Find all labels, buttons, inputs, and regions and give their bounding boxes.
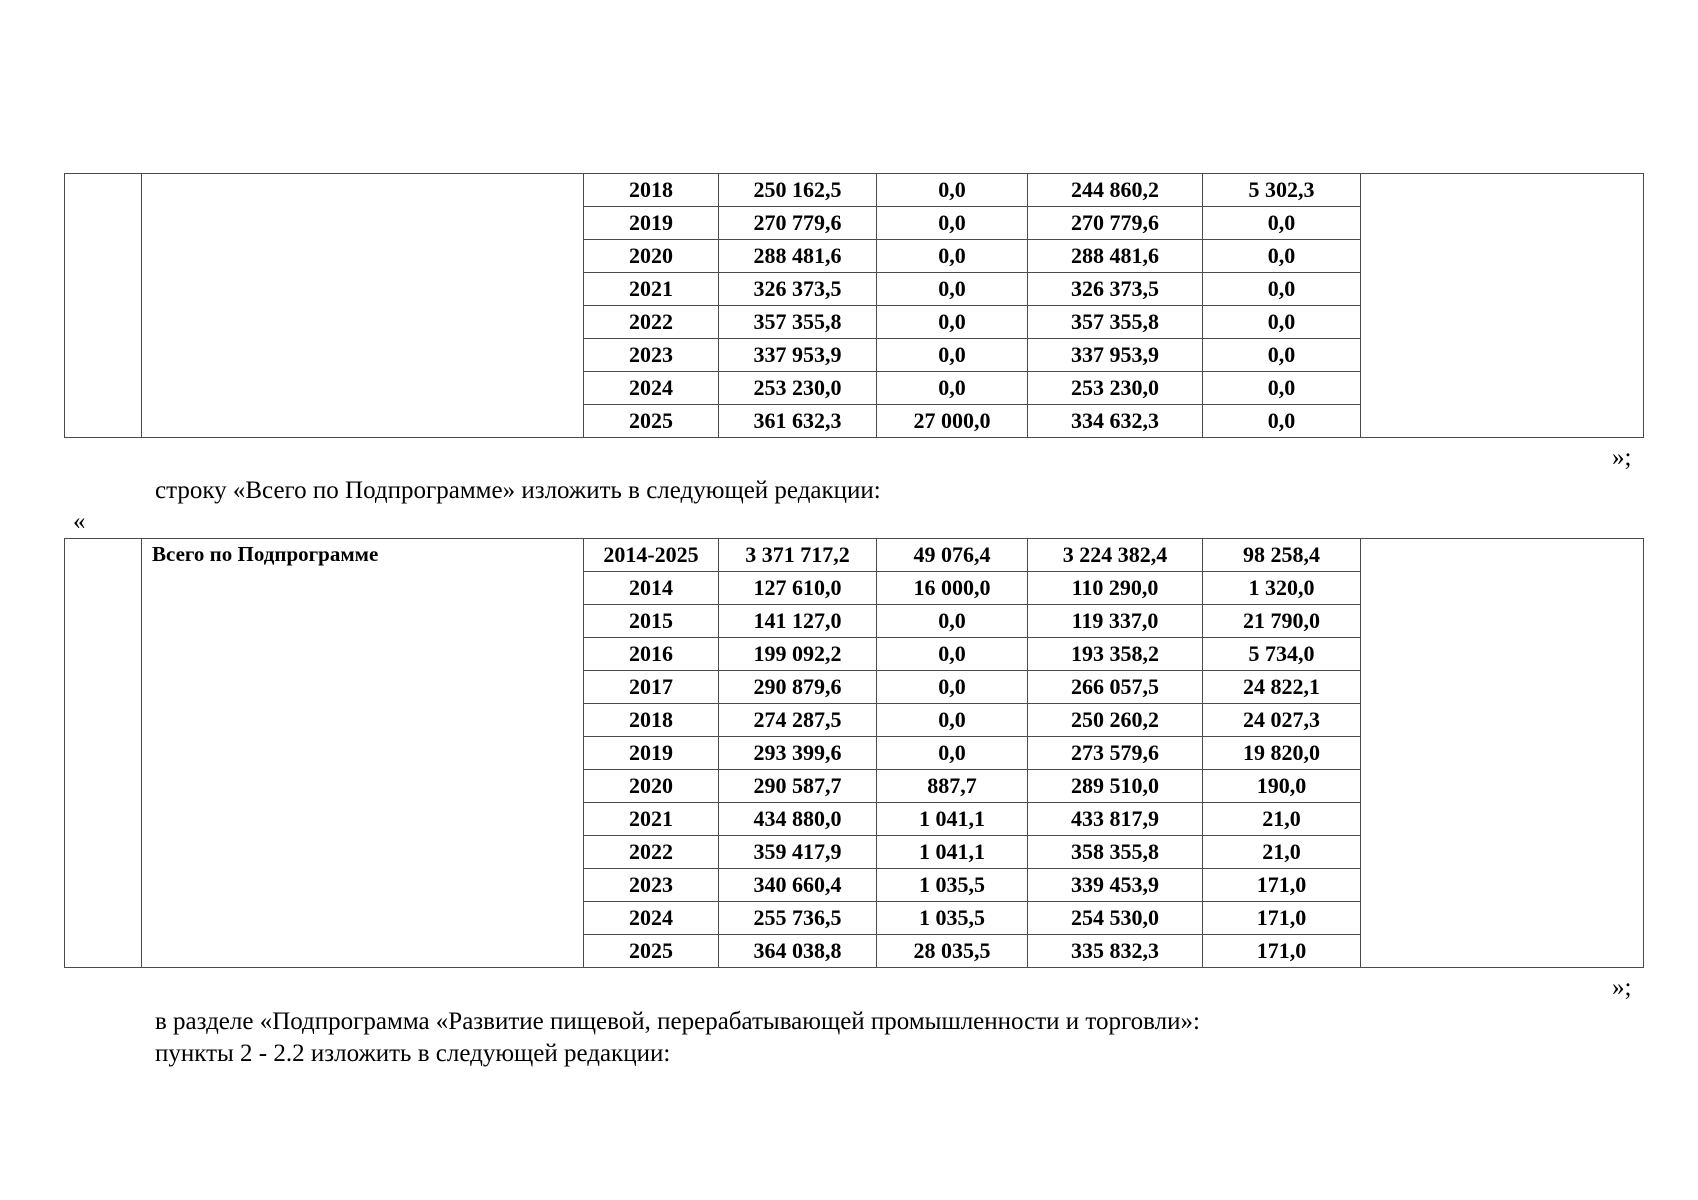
instruction-text: в разделе «Подпрограмма «Развитие пищевой, перерабатывающей промышленности и торговли»: (155, 1008, 1200, 1035)
cell-c1: 0,0 (877, 704, 1028, 737)
cell-total: 127 610,0 (719, 572, 877, 605)
cell-c1: 1 035,5 (877, 869, 1028, 902)
cell-total: 255 736,5 (719, 902, 877, 935)
cell-year: 2021 (584, 803, 719, 836)
cell-year: 2020 (584, 240, 719, 273)
cell-total: 270 779,6 (719, 207, 877, 240)
cell-year: 2025 (584, 405, 719, 438)
cell-total: 359 417,9 (719, 836, 877, 869)
cell-c2: 253 230,0 (1028, 372, 1203, 405)
table-row (65, 174, 1644, 207)
cell-year: 2014 (584, 572, 719, 605)
cell-year: 2025 (584, 935, 719, 968)
cell-year: 2020 (584, 770, 719, 803)
cell-c2: 270 779,6 (1028, 207, 1203, 240)
cell-c3: 0,0 (1203, 240, 1361, 273)
cell-year: 2023 (584, 869, 719, 902)
cell-c2: 288 481,6 (1028, 240, 1203, 273)
cell-c3: 1 320,0 (1203, 572, 1361, 605)
cell-c2: 433 817,9 (1028, 803, 1203, 836)
cell-year: 2023 (584, 339, 719, 372)
cell-year: 2024 (584, 902, 719, 935)
notes-cell (1361, 174, 1644, 438)
cell-c3: 24 027,3 (1203, 704, 1361, 737)
closing-quote: »; (1612, 974, 1632, 1001)
cell-c1: 0,0 (877, 240, 1028, 273)
cell-c1: 0,0 (877, 605, 1028, 638)
cell-c2: 339 453,9 (1028, 869, 1203, 902)
cell-c2: 335 832,3 (1028, 935, 1203, 968)
cell-year: 2018 (584, 704, 719, 737)
cell-year: 2024 (584, 372, 719, 405)
instruction-text: пункты 2 - 2.2 изложить в следующей редакции: (155, 1040, 671, 1067)
cell-c1: 49 076,4 (877, 539, 1028, 572)
cell-c3: 0,0 (1203, 339, 1361, 372)
opening-quote: « (73, 508, 86, 535)
cell-c1: 0,0 (877, 207, 1028, 240)
cell-total: 361 632,3 (719, 405, 877, 438)
cell-c2: 193 358,2 (1028, 638, 1203, 671)
cell-total: 357 355,8 (719, 306, 877, 339)
cell-total: 199 092,2 (719, 638, 877, 671)
closing-quote: »; (1612, 444, 1632, 471)
cell-total: 250 162,5 (719, 174, 877, 207)
cell-c2: 250 260,2 (1028, 704, 1203, 737)
row-number-cell (65, 539, 142, 968)
cell-c3: 21,0 (1203, 836, 1361, 869)
cell-c3: 19 820,0 (1203, 737, 1361, 770)
cell-total: 340 660,4 (719, 869, 877, 902)
cell-c1: 27 000,0 (877, 405, 1028, 438)
cell-c1: 1 041,1 (877, 836, 1028, 869)
cell-c2: 358 355,8 (1028, 836, 1203, 869)
notes-cell (1361, 539, 1644, 968)
cell-total: 290 879,6 (719, 671, 877, 704)
cell-c1: 0,0 (877, 671, 1028, 704)
cell-year: 2015 (584, 605, 719, 638)
cell-c3: 5 302,3 (1203, 174, 1361, 207)
total-subprogram-table (64, 538, 1644, 968)
cell-c3: 5 734,0 (1203, 638, 1361, 671)
cell-c3: 171,0 (1203, 869, 1361, 902)
cell-year: 2021 (584, 273, 719, 306)
cell-c2: 289 510,0 (1028, 770, 1203, 803)
cell-total: 3 371 717,2 (719, 539, 877, 572)
cell-c2: 357 355,8 (1028, 306, 1203, 339)
cell-c2: 110 290,0 (1028, 572, 1203, 605)
cell-total: 434 880,0 (719, 803, 877, 836)
cell-year: 2014-2025 (584, 539, 719, 572)
funding-table-continuation (64, 173, 1644, 438)
cell-c2: 334 632,3 (1028, 405, 1203, 438)
cell-c3: 0,0 (1203, 273, 1361, 306)
cell-year: 2022 (584, 836, 719, 869)
cell-total: 253 230,0 (719, 372, 877, 405)
cell-c1: 0,0 (877, 372, 1028, 405)
cell-c3: 171,0 (1203, 935, 1361, 968)
cell-c1: 0,0 (877, 737, 1028, 770)
cell-c2: 244 860,2 (1028, 174, 1203, 207)
cell-c1: 28 035,5 (877, 935, 1028, 968)
cell-c3: 171,0 (1203, 902, 1361, 935)
cell-c2: 273 579,6 (1028, 737, 1203, 770)
cell-year: 2019 (584, 207, 719, 240)
cell-year: 2018 (584, 174, 719, 207)
row-number-cell (65, 174, 142, 438)
cell-year: 2016 (584, 638, 719, 671)
cell-c2: 254 530,0 (1028, 902, 1203, 935)
cell-c1: 16 000,0 (877, 572, 1028, 605)
cell-year: 2017 (584, 671, 719, 704)
cell-c2: 337 953,9 (1028, 339, 1203, 372)
cell-c2: 3 224 382,4 (1028, 539, 1203, 572)
cell-total: 293 399,6 (719, 737, 877, 770)
table-row (65, 539, 1644, 572)
cell-c2: 266 057,5 (1028, 671, 1203, 704)
cell-total: 274 287,5 (719, 704, 877, 737)
instruction-text: строку «Всего по Подпрограмме» изложить в следующей редакции: (155, 477, 881, 504)
cell-total: 290 587,7 (719, 770, 877, 803)
cell-total: 326 373,5 (719, 273, 877, 306)
cell-year: 2022 (584, 306, 719, 339)
cell-c1: 0,0 (877, 638, 1028, 671)
cell-c2: 119 337,0 (1028, 605, 1203, 638)
cell-c1: 1 035,5 (877, 902, 1028, 935)
cell-c3: 0,0 (1203, 372, 1361, 405)
cell-c1: 1 041,1 (877, 803, 1028, 836)
cell-year: 2019 (584, 737, 719, 770)
cell-total: 364 038,8 (719, 935, 877, 968)
cell-total: 337 953,9 (719, 339, 877, 372)
cell-c1: 0,0 (877, 306, 1028, 339)
cell-c3: 0,0 (1203, 405, 1361, 438)
cell-c1: 887,7 (877, 770, 1028, 803)
cell-c3: 0,0 (1203, 306, 1361, 339)
cell-total: 288 481,6 (719, 240, 877, 273)
cell-c3: 24 822,1 (1203, 671, 1361, 704)
cell-c3: 0,0 (1203, 207, 1361, 240)
cell-c3: 98 258,4 (1203, 539, 1361, 572)
cell-c2: 326 373,5 (1028, 273, 1203, 306)
cell-c3: 190,0 (1203, 770, 1361, 803)
cell-c3: 21 790,0 (1203, 605, 1361, 638)
cell-total: 141 127,0 (719, 605, 877, 638)
cell-c1: 0,0 (877, 174, 1028, 207)
cell-c1: 0,0 (877, 273, 1028, 306)
row-label-cell (142, 174, 584, 438)
row-label-cell: Всего по Подпрограмме (142, 539, 584, 968)
cell-c1: 0,0 (877, 339, 1028, 372)
cell-c3: 21,0 (1203, 803, 1361, 836)
